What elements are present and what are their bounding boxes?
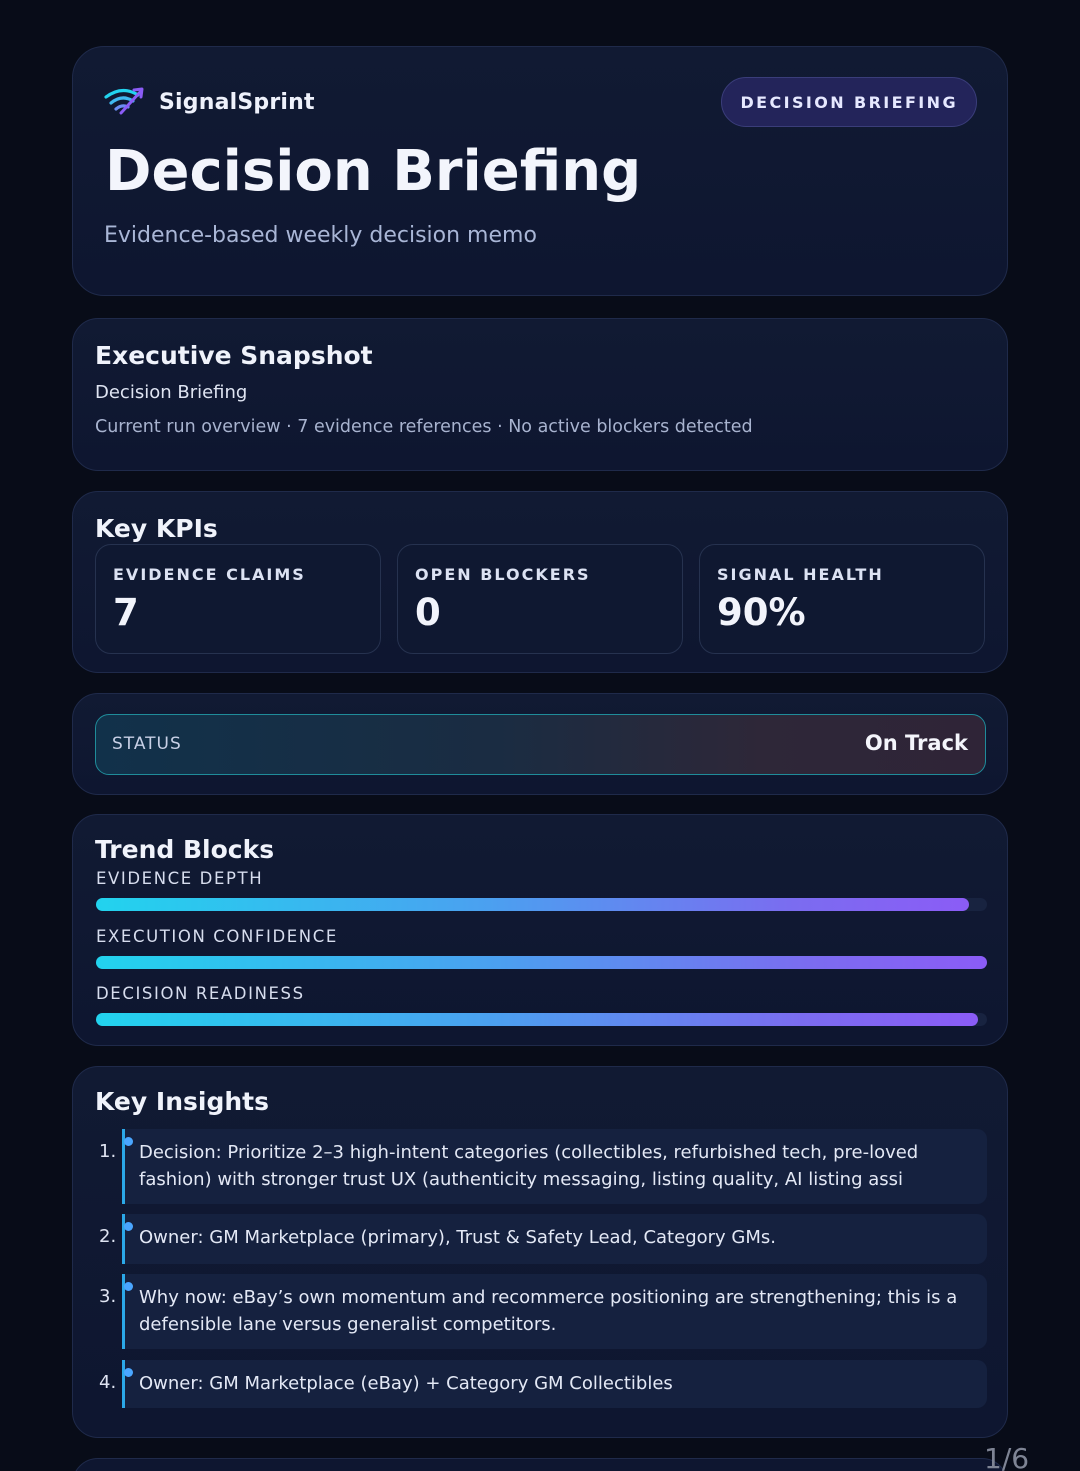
trend-track-decision-readiness <box>96 1013 987 1026</box>
list-item <box>96 1129 987 1204</box>
list-item-number: 4. <box>99 1372 117 1393</box>
kpi-value: 7 <box>113 591 139 634</box>
brand-name: SignalSprint <box>159 89 315 115</box>
trend-label-decision-readiness: DECISION READINESS <box>96 984 305 1003</box>
list-item <box>96 1274 987 1349</box>
decision-briefing-badge: DECISION BRIEFING <box>721 77 977 127</box>
kpi-open-blockers <box>397 544 683 654</box>
wifi-signal-icon <box>103 85 145 119</box>
page-title: Decision Briefing <box>105 139 642 204</box>
snapshot-heading: Executive Snapshot <box>95 341 373 370</box>
page-subtitle: Evidence-based weekly decision memo <box>104 223 537 248</box>
trends-heading: Trend Blocks <box>95 835 275 864</box>
trend-fill-decision-readiness <box>96 1013 978 1026</box>
status-bar <box>95 714 986 775</box>
list-item-number: 3. <box>99 1286 117 1307</box>
kpi-label: EVIDENCE CLAIMS <box>113 565 306 584</box>
list-item-number: 2. <box>99 1226 117 1247</box>
trend-fill-evidence-depth <box>96 898 969 911</box>
insight-box <box>122 1360 987 1408</box>
bullet-dot-icon <box>124 1137 133 1146</box>
kpi-value: 90% <box>717 591 806 634</box>
kpi-evidence-claims <box>95 544 381 654</box>
brand <box>103 85 315 119</box>
trend-track-evidence-depth <box>96 898 987 911</box>
kpi-label: OPEN BLOCKERS <box>415 565 591 584</box>
insights-heading: Key Insights <box>95 1087 269 1116</box>
kpi-value: 0 <box>415 591 441 634</box>
trend-fill-execution-confidence <box>96 956 987 969</box>
insight-text: Decision: Prioritize 2–3 high-intent categories (collectibles, refurbished tech, pre-loved fashion) with stronger trust UX (authenticity messaging, listing quality, AI listing assi <box>139 1142 919 1190</box>
executive-snapshot-card <box>72 318 1008 471</box>
kpi-signal-health <box>699 544 985 654</box>
key-kpis-card <box>72 491 1008 673</box>
bullet-dot-icon <box>124 1222 133 1231</box>
key-insights-card <box>72 1066 1008 1438</box>
status-label: STATUS <box>112 734 182 754</box>
kpi-label: SIGNAL HEALTH <box>717 565 884 584</box>
snapshot-title: Decision Briefing <box>95 382 248 403</box>
list-item <box>96 1360 987 1408</box>
insight-text: Why now: eBay’s own momentum and recommerce positioning are strengthening; this is a defensible lane versus generalist competitors. <box>139 1287 958 1335</box>
trend-blocks-card <box>72 814 1008 1046</box>
trend-label-execution-confidence: EXECUTION CONFIDENCE <box>96 927 338 946</box>
list-item <box>96 1214 987 1264</box>
insight-box <box>122 1214 987 1264</box>
trend-track-execution-confidence <box>96 956 987 969</box>
insight-box <box>122 1129 987 1204</box>
insight-text: Owner: GM Marketplace (primary), Trust & Safety Lead, Category GMs. <box>139 1227 776 1248</box>
snapshot-overview: Current run overview · 7 evidence references · No active blockers detected <box>95 417 753 437</box>
bullet-dot-icon <box>124 1282 133 1291</box>
kpis-heading: Key KPIs <box>95 514 218 543</box>
insight-box <box>122 1274 987 1349</box>
next-card-edge <box>72 1458 1008 1471</box>
header-card <box>72 46 1008 296</box>
status-value: On Track <box>864 731 968 755</box>
status-card <box>72 693 1008 795</box>
bullet-dot-icon <box>124 1368 133 1377</box>
insight-text: Owner: GM Marketplace (eBay) + Category GM Collectibles <box>139 1373 673 1394</box>
trend-label-evidence-depth: EVIDENCE DEPTH <box>96 869 264 888</box>
list-item-number: 1. <box>99 1141 117 1162</box>
page-indicator: 1/6 <box>984 1442 1030 1471</box>
